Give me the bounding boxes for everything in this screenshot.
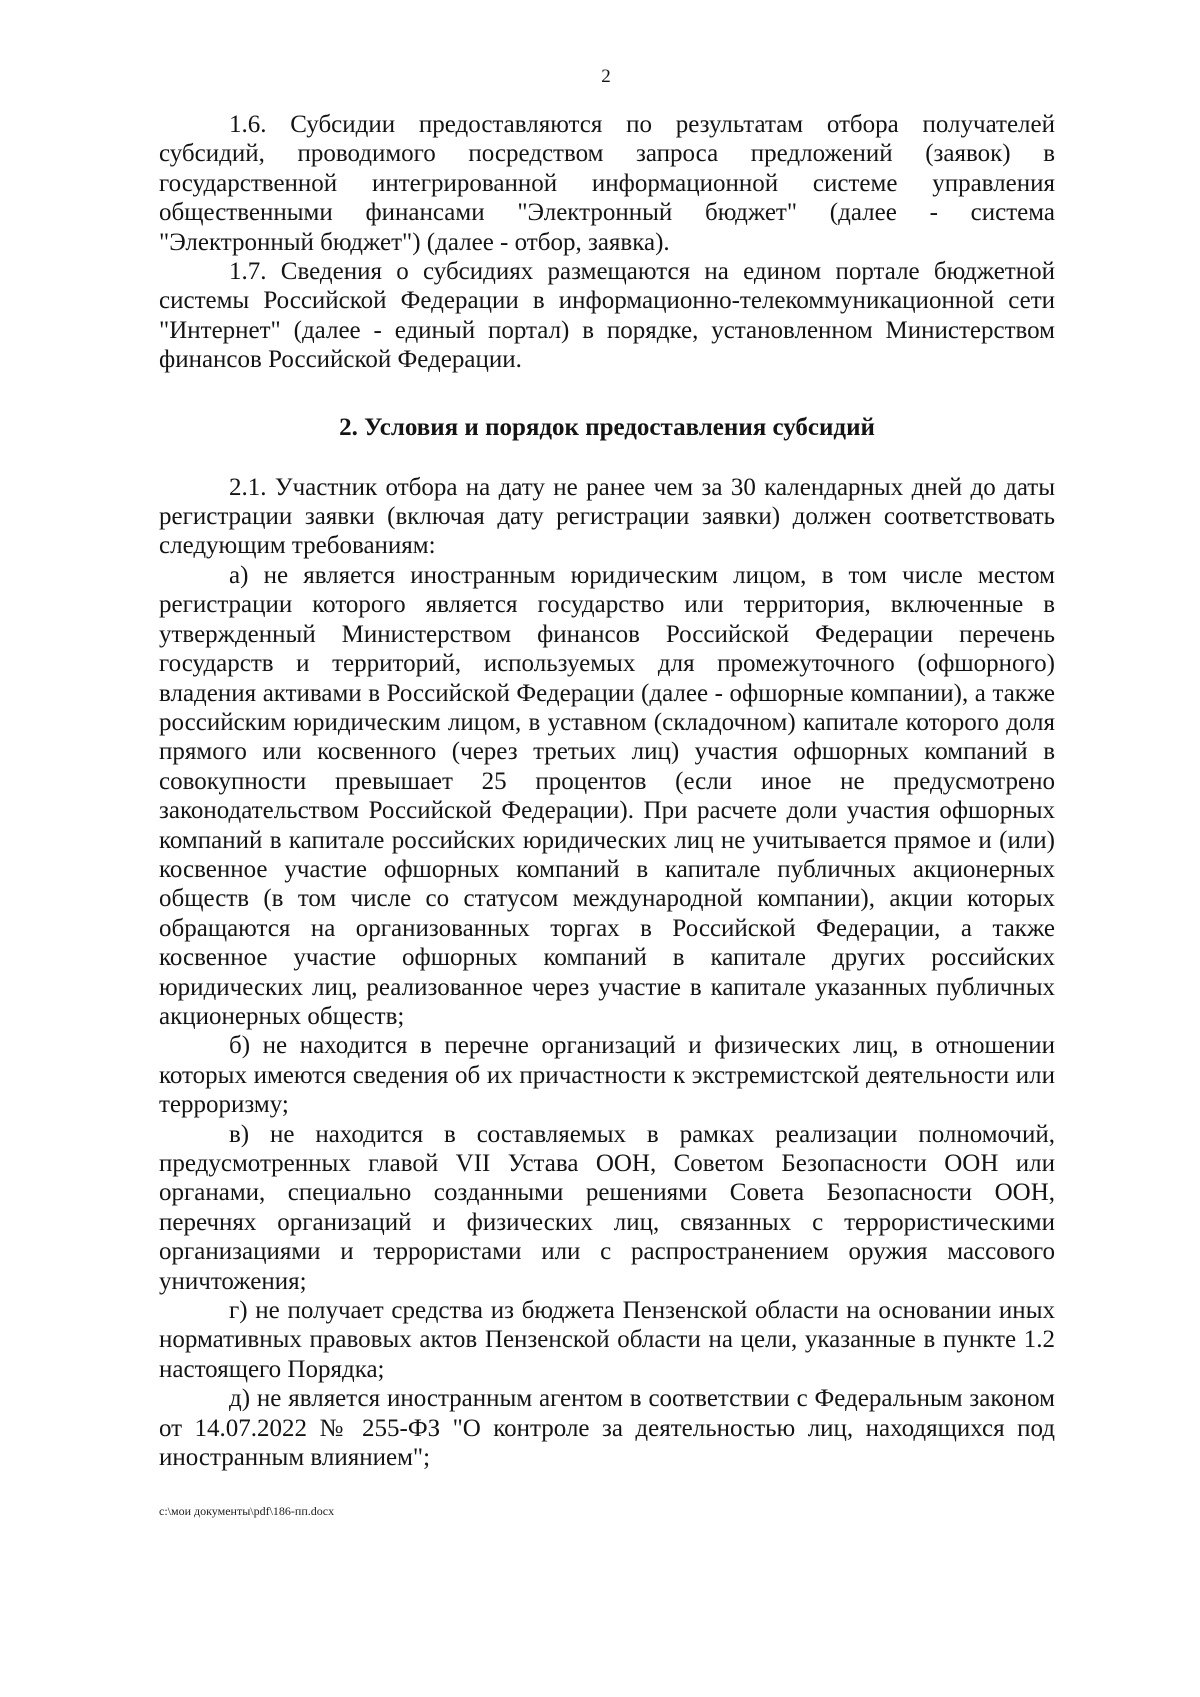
section-heading: 2. Условия и порядок предоставления субсидий bbox=[339, 413, 875, 441]
page-number: 2 bbox=[601, 66, 611, 87]
list-item-d: д) не является иностранным агентом в соответствии с Федеральным законом от 14.07.2022 № 255-ФЗ "О контроле за деятельностью лиц, находящихся под иностранным влиянием"; bbox=[159, 1385, 1055, 1472]
paragraph-1-7: 1.7. Сведения о субсидиях размещаются на едином портале бюджетной системы Российской Федерации в информационно-телекоммуникационной сети "Интернет" (далее - единый портал) в порядке, установленном Министерством финансов Российской Федерации. bbox=[159, 258, 1055, 374]
list-item-b: б) не находится в перечне организаций и физических лиц, в отношении которых имеются сведения об их причастности к экстремистской деятельности или терроризму; bbox=[159, 1032, 1055, 1119]
list-item-a: а) не является иностранным юридическим лицом, в том числе местом регистрации которого является государство или территория, включенные в утвержденный Министерством финансов Российской Федерации перечень государств и территорий, используемых для промежуточного (офшорного) владения активами в Российской Федерации (далее - офшорные компании), а также российским юридическим лицом, в уставном (складочном) капитале которого доля прямого или косвенного (через третьих лиц) участия офшорных компаний в совокупности превышает 25 процентов (если иное не предусмотрено законодательством Российской Федерации). При расчете доли участия офшорных компаний в капитале российских юридических лиц не учитывается прямое и (или) косвенное участие офшорных компаний в капитале публичных акционерных обществ (в том числе со статусом международной компании), акции которых обращаются на организованных торгах в Российской Федерации, а также косвенное участие офшорных компаний в капитале других российских юридических лиц, реализованное через участие в капитале указанных публичных акционерных обществ; bbox=[159, 561, 1055, 1030]
paragraph-1-6: 1.6. Субсидии предоставляются по результатам отбора получателей субсидий, проводимого посредством запроса предложений (заявок) в государственной интегрированной информационной системе управления общественными финансами "Электронный бюджет" (далее - система "Электронный бюджет") (далее - отбор, заявка). bbox=[159, 111, 1055, 256]
list-item-v: в) не находится в составляемых в рамках реализации полномочий, предусмотренных главой VII Устава ООН, Советом Безопасности ООН или органами, специально созданными решениями Совета Безопасности ООН, перечнях организаций и физических лиц, связанных с террористическими организациями и террористами или с распространением оружия массового уничтожения; bbox=[159, 1120, 1055, 1295]
document-body bbox=[159, 110, 1055, 1472]
list-item-g: г) не получает средства из бюджета Пензенской области на основании иных нормативных правовых актов Пензенской области на цели, указанные в пункте 1.2 настоящего Порядка; bbox=[159, 1297, 1055, 1383]
footer-file-path: c:\мои документы\pdf\186-пп.docx bbox=[159, 1504, 335, 1518]
paragraph-2-1: 2.1. Участник отбора на дату не ранее чем за 30 календарных дней до даты регистрации заявки (включая дату регистрации заявки) должен соответствовать следующим требованиям: bbox=[159, 473, 1055, 560]
